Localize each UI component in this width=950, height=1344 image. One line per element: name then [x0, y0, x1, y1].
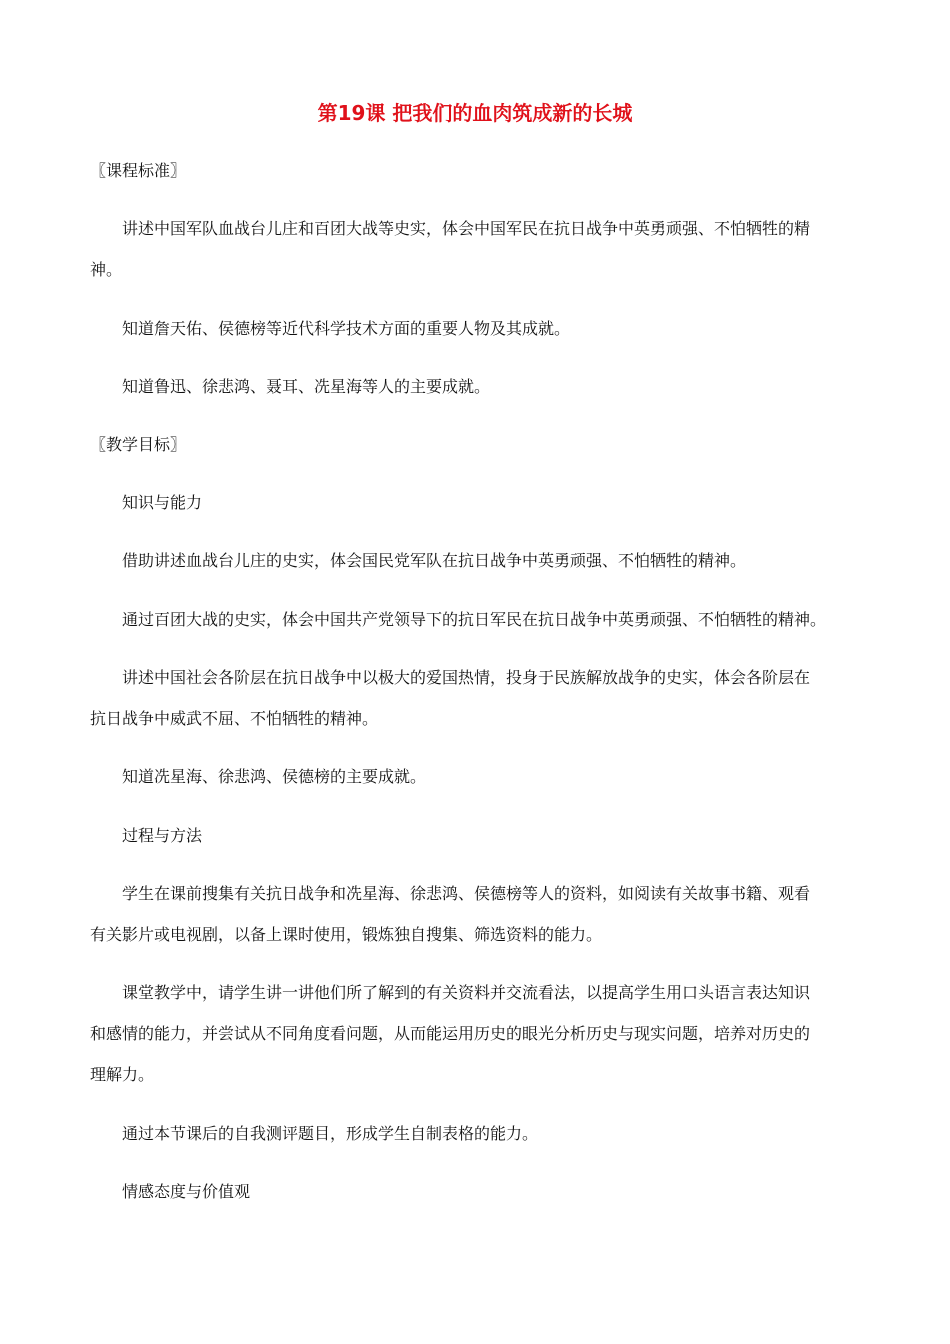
paragraph-line: 讲述中国社会各阶层在抗日战争中以极大的爱国热情，投身于民族解放战争的史实，体会各阶层在	[122, 668, 811, 687]
document-title: 第19课 把我们的血肉筑成新的长城	[317, 101, 633, 125]
paragraph-line: 通过百团大战的史实，体会中国共产党领导下的抗日军民在抗日战争中英勇顽强、不怕牺牲的精神。	[122, 610, 827, 629]
paragraph-line: 知道冼星海、徐悲鸿、侯德榜的主要成就。	[122, 767, 427, 786]
paragraph-line: 和感情的能力，并尝试从不同角度看问题，从而能运用历史的眼光分析历史与现实问题，培养对历史的	[90, 1024, 811, 1043]
paragraph-line: 知道鲁迅、徐悲鸿、聂耳、冼星海等人的主要成就。	[122, 377, 491, 396]
paragraph-line: 抗日战争中威武不屈、不怕牺牲的精神。	[90, 709, 379, 728]
subheading-process-method: 过程与方法	[122, 826, 203, 845]
paragraph-line: 借助讲述血战台儿庄的史实，体会国民党军队在抗日战争中英勇顽强、不怕牺牲的精神。	[122, 551, 747, 570]
subheading-emotion-values: 情感态度与价值观	[122, 1182, 251, 1201]
paragraph-line: 神。	[90, 260, 123, 279]
paragraph-line: 讲述中国军队血战台儿庄和百团大战等史实，体会中国军民在抗日战争中英勇顽强、不怕牺牲的精	[122, 219, 811, 238]
section-heading-course-standard: 〖课程标准〗	[90, 161, 187, 180]
paragraph-line: 知道詹天佑、侯德榜等近代科学技术方面的重要人物及其成就。	[122, 319, 571, 338]
paragraph-line: 理解力。	[90, 1065, 155, 1084]
paragraph-line: 有关影片或电视剧，以备上课时使用，锻炼独自搜集、筛选资料的能力。	[90, 925, 603, 944]
subheading-knowledge-ability: 知识与能力	[122, 493, 203, 512]
paragraph-line: 学生在课前搜集有关抗日战争和冼星海、徐悲鸿、侯德榜等人的资料，如阅读有关故事书籍、观看	[122, 884, 811, 903]
section-heading-teaching-goals: 〖教学目标〗	[90, 435, 187, 454]
paragraph-line: 课堂教学中，请学生讲一讲他们所了解到的有关资料并交流看法，以提高学生用口头语言表达知识	[122, 983, 811, 1002]
paragraph-line: 通过本节课后的自我测评题目，形成学生自制表格的能力。	[122, 1124, 539, 1143]
